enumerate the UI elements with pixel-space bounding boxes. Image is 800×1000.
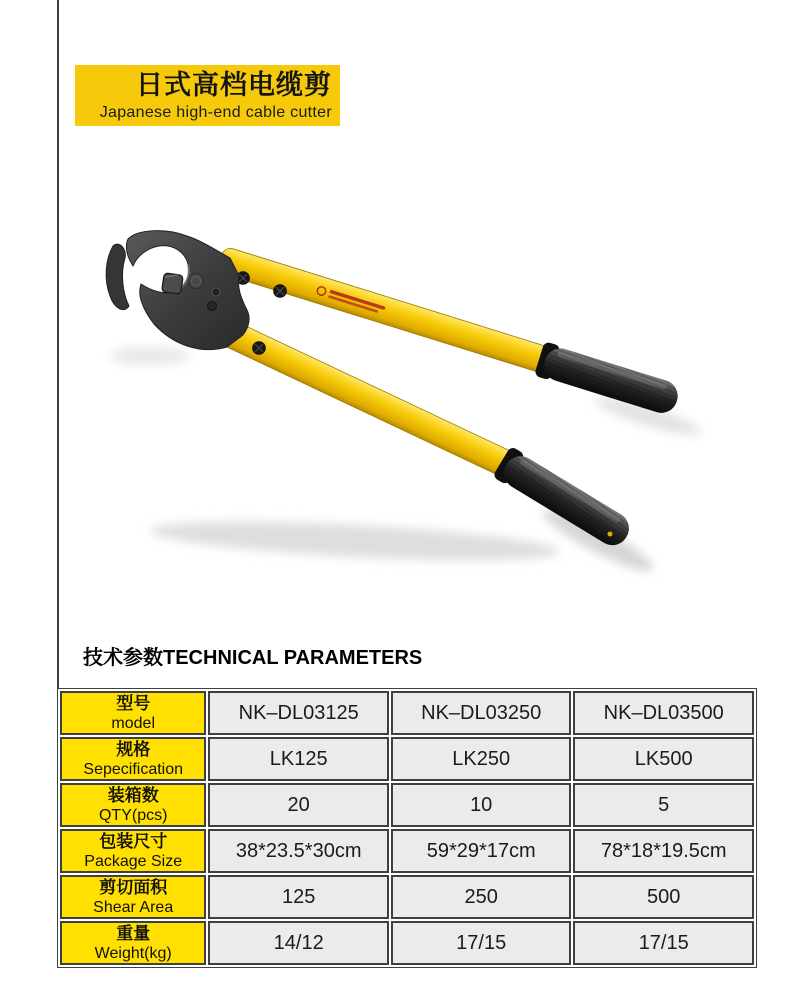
lower-grip [492, 446, 635, 553]
section-title: 技术参数TECHNICAL PARAMETERS [83, 647, 423, 669]
row-label-chinese: 包装尺寸 [99, 831, 168, 851]
spec-value-cell: 78*18*19.5cm [573, 829, 754, 873]
row-label-english: QTY(pcs) [98, 806, 168, 824]
spec-value-cell: 5 [573, 783, 754, 827]
row-label-chinese: 规格 [116, 739, 151, 759]
row-label [60, 691, 206, 735]
spec-value-cell: 17/15 [573, 921, 754, 965]
spec-value-cell: 17/15 [391, 921, 572, 965]
table-row [60, 875, 754, 919]
grip-tip-pin [608, 532, 613, 537]
spec-value-cell: 125 [208, 875, 389, 919]
spec-value-cell: 500 [573, 875, 754, 919]
product-photo-cable-cutter [55, 195, 715, 585]
row-label-chinese: 重量 [116, 923, 151, 943]
row-label [60, 783, 206, 827]
spec-value-cell: LK500 [573, 737, 754, 781]
row-label [60, 921, 206, 965]
spec-value-cell: LK250 [391, 737, 572, 781]
row-label-english: Sepecification [83, 760, 184, 778]
linkage-bolt [208, 302, 217, 311]
row-label-english: Shear Area [93, 898, 174, 916]
row-label-chinese: 剪切面积 [99, 877, 168, 897]
table-row [60, 691, 754, 735]
pivot-bolt [162, 273, 183, 294]
row-label [60, 737, 206, 781]
row-label-english: model [111, 714, 155, 732]
spec-value-cell: NK–DL03125 [208, 691, 389, 735]
product-title-english: Japanese high-end cable cutter [99, 104, 332, 121]
spec-value-cell: LK125 [208, 737, 389, 781]
spec-value-cell: 59*29*17cm [391, 829, 572, 873]
row-label-chinese: 型号 [116, 693, 151, 713]
product-title-chinese: 日式高档电缆剪 [136, 70, 332, 100]
spec-value-cell: 10 [391, 783, 572, 827]
table-row [60, 829, 754, 873]
lower-blade [106, 244, 129, 309]
row-label-english: Weight(kg) [94, 944, 172, 962]
row-label [60, 875, 206, 919]
row-label-chinese: 装箱数 [107, 785, 159, 805]
spec-value-cell: 14/12 [208, 921, 389, 965]
technical-parameters-table [57, 688, 757, 968]
table-row [60, 783, 754, 827]
spec-value-cell: NK–DL03500 [573, 691, 754, 735]
head-hole [212, 288, 220, 296]
spec-value-cell: 38*23.5*30cm [208, 829, 389, 873]
upper-handle [215, 242, 682, 419]
row-label [60, 829, 206, 873]
spec-value-cell: NK–DL03250 [391, 691, 572, 735]
table-row [60, 921, 754, 965]
row-label-english: Package Size [84, 852, 183, 870]
spec-value-cell: 250 [391, 875, 572, 919]
spec-value-cell: 20 [208, 783, 389, 827]
product-title-banner [75, 65, 340, 126]
table-row [60, 737, 754, 781]
embossed-logo [189, 274, 204, 289]
